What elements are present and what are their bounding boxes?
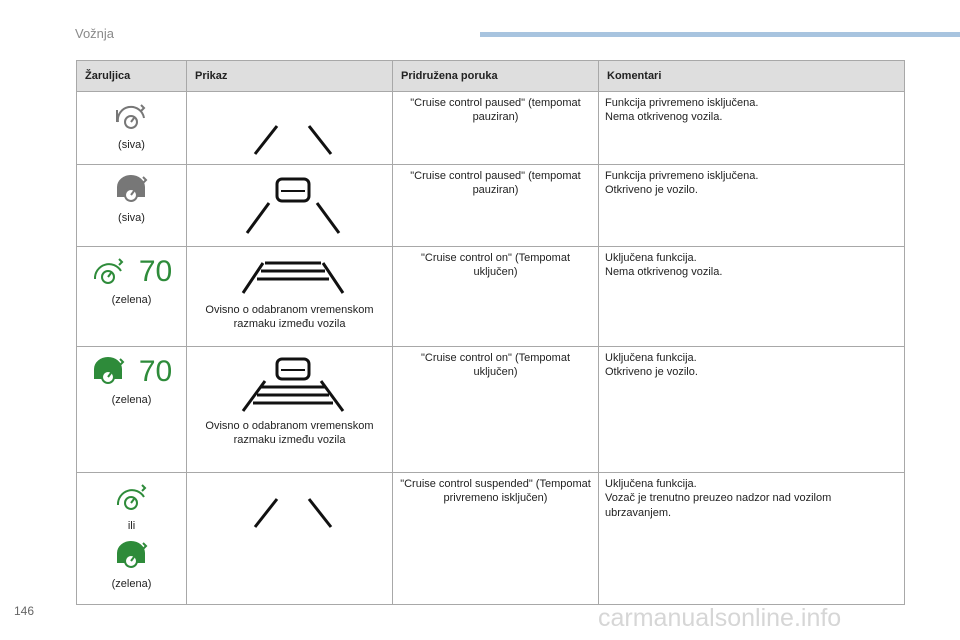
lane-lines-icon: [193, 491, 393, 531]
comment-line: Vozač je trenutno preuzeo nadzor nad vozilom ubrzavanjem.: [605, 492, 832, 519]
display-cell: [187, 473, 393, 605]
comments-cell: [599, 165, 905, 247]
section-title: Vožnja: [75, 26, 115, 41]
lane-vehicle-icon: [193, 173, 393, 239]
lamp-color-label: (siva): [118, 212, 145, 224]
cruise-gauge-green-filled-icon: [114, 541, 150, 571]
comment-line: Funkcija privremeno isključena.: [605, 97, 759, 109]
comment-line: Nema otkrivenog vozila.: [605, 266, 723, 279]
column-header-display: Prikaz: [187, 61, 393, 92]
comment-line: Uključena funkcija.: [605, 352, 697, 364]
lane-vehicle-distance-icon: [193, 355, 393, 415]
column-header-lamp: Žaruljica: [77, 61, 187, 92]
comments-cell: [599, 473, 905, 605]
header-accent-bar: [480, 32, 960, 37]
message-cell: "Cruise control on" (Tempomat uključen): [393, 247, 599, 347]
lane-lines-icon: [193, 110, 393, 160]
table-row: [77, 473, 905, 605]
lamp-color-label: (siva): [118, 139, 145, 151]
lamp-cell: [77, 165, 187, 247]
cruise-gauge-gray-filled-icon: [114, 175, 150, 205]
lamp-cell: [77, 473, 187, 605]
message-cell: "Cruise control paused" (tempomat pauziran): [393, 92, 599, 165]
message-cell: "Cruise control paused" (tempomat pauziran): [393, 165, 599, 247]
comment-line: Uključena funkcija.: [605, 252, 697, 264]
watermark: carmanualsonline.info: [598, 604, 842, 632]
display-note: Ovisno o odabranom vremenskom razmaku između vozila: [205, 420, 374, 447]
table-row: [77, 247, 905, 347]
cruise-gauge-gray-icon: [114, 102, 150, 132]
lamp-cell: [77, 92, 187, 165]
lamp-color-label: (zelena): [111, 294, 152, 306]
display-cell: [187, 165, 393, 247]
display-cell: [187, 347, 393, 473]
set-speed-value: 70: [138, 255, 173, 288]
lamp-color-label: (zelena): [111, 578, 152, 591]
indicator-table: [76, 60, 905, 605]
comment-line: Nema otkrivenog vozila.: [605, 111, 723, 124]
comment-line: Otkriveno je vozilo.: [605, 366, 698, 379]
column-header-comments: Komentari: [599, 61, 905, 92]
lane-distance-bars-icon: [193, 259, 393, 299]
cruise-gauge-green-icon: [91, 257, 127, 287]
comment-line: Otkriveno je vozilo.: [605, 184, 698, 197]
display-note: Ovisno o odabranom vremenskom razmaku između vozila: [205, 304, 374, 331]
cruise-gauge-green-icon: [114, 483, 150, 513]
comments-cell: [599, 247, 905, 347]
table-row: [77, 165, 905, 247]
page-number: 146: [14, 604, 35, 618]
comments-cell: [599, 92, 905, 165]
lamp-cell: [77, 347, 187, 473]
lamp-cell: [77, 247, 187, 347]
table-header-row: [77, 61, 905, 92]
comments-cell: [599, 347, 905, 473]
comment-line: Uključena funkcija.: [605, 478, 697, 490]
column-header-message: Pridružena poruka: [393, 61, 599, 92]
table-row: [77, 347, 905, 473]
message-cell: "Cruise control on" (Tempomat uključen): [393, 347, 599, 473]
lamp-color-label: (zelena): [111, 394, 152, 406]
set-speed-value: 70: [138, 355, 173, 388]
display-cell: [187, 92, 393, 165]
alternative-label: ili: [127, 520, 136, 532]
comment-line: Funkcija privremeno isključena.: [605, 170, 759, 182]
message-cell: "Cruise control suspended" (Tempomat privremeno isključen): [393, 473, 599, 605]
cruise-gauge-green-filled-icon: [91, 357, 127, 387]
table-row: [77, 92, 905, 165]
display-cell: [187, 247, 393, 347]
